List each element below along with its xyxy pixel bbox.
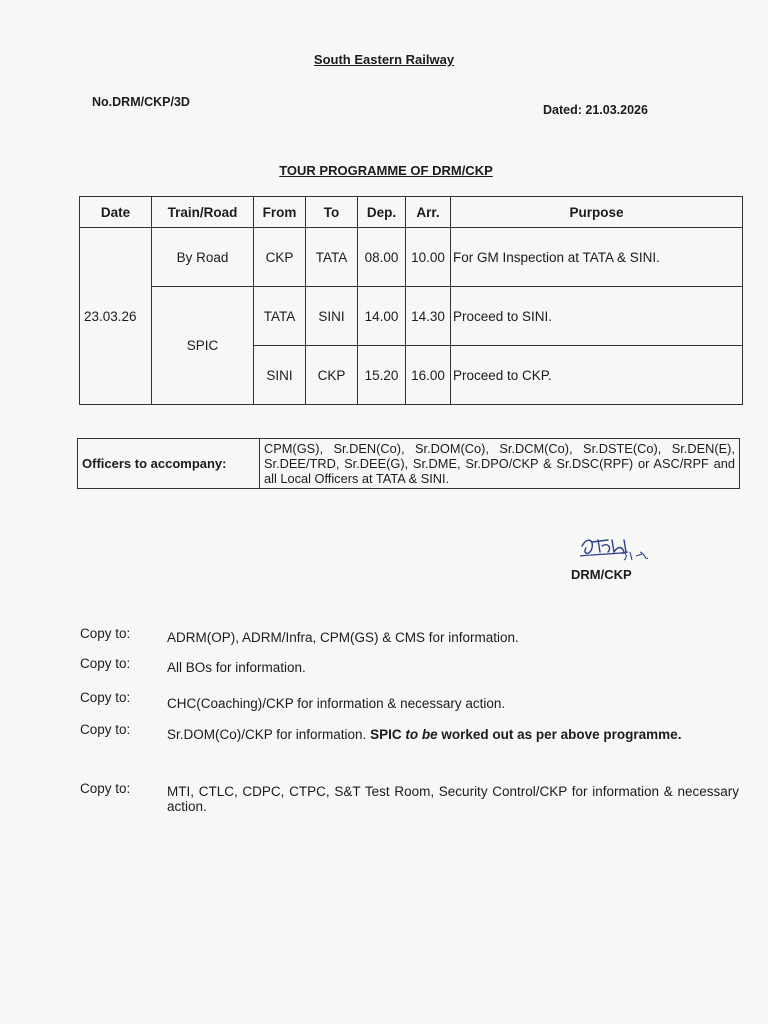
from-cell: TATA <box>254 287 306 346</box>
copy-label: Copy to: <box>80 626 131 641</box>
table-header-row <box>80 197 743 228</box>
copy-text: ADRM(OP), ADRM/Infra, CPM(GS) & CMS for information. <box>167 630 519 645</box>
dep-cell: 14.00 <box>358 287 406 346</box>
mode-cell: SPIC <box>152 287 254 405</box>
dep-cell: 08.00 <box>358 228 406 287</box>
arr-cell: 16.00 <box>406 346 451 405</box>
from-cell: SINI <box>254 346 306 405</box>
table-row <box>78 439 740 489</box>
officers-table <box>77 438 740 489</box>
copy-label: Copy to: <box>80 656 131 671</box>
officers-list: CPM(GS), Sr.DEN(Co), Sr.DOM(Co), Sr.DCM(Co), Sr.DSTE(Co), Sr.DEN(E), Sr.DEE/TRD, Sr.DEE(G), Sr.DME, Sr.DPO/CKP & Sr.DSC(RPF) or ASC/RPF and all Local Officers at TATA & SINI. <box>260 439 740 489</box>
purpose-cell: For GM Inspection at TATA & SINI. <box>451 228 743 287</box>
column-header: Arr. <box>406 197 451 228</box>
to-cell: SINI <box>306 287 358 346</box>
to-cell: TATA <box>306 228 358 287</box>
copy-text-bold: worked out as per above programme. <box>441 727 682 742</box>
officers-label: Officers to accompany: <box>78 439 260 489</box>
copy-text <box>167 723 739 746</box>
dep-cell: 15.20 <box>358 346 406 405</box>
copy-label: Copy to: <box>80 690 131 705</box>
column-header: Purpose <box>451 197 743 228</box>
table-row <box>80 228 743 287</box>
column-header: From <box>254 197 306 228</box>
tour-date-cell: 23.03.26 <box>80 228 152 405</box>
reference-number: No.DRM/CKP/3D <box>92 95 190 109</box>
document-date: Dated: 21.03.2026 <box>543 103 648 117</box>
copy-text-bold: SPIC <box>370 727 402 742</box>
column-header: Date <box>80 197 152 228</box>
copy-text: MTI, CTLC, CDPC, CTPC, S&T Test Room, Security Control/CKP for information & necessary action. <box>167 784 739 814</box>
copy-text-bold-italic: to be <box>405 727 438 742</box>
purpose-cell: Proceed to SINI. <box>451 287 743 346</box>
arr-cell: 14.30 <box>406 287 451 346</box>
tour-programme-table <box>79 196 743 405</box>
column-header: Dep. <box>358 197 406 228</box>
column-header: To <box>306 197 358 228</box>
copy-text: CHC(Coaching)/CKP for information & necessary action. <box>167 696 506 711</box>
signatory-designation: DRM/CKP <box>571 567 632 582</box>
document-title: TOUR PROGRAMME OF DRM/CKP <box>279 163 493 178</box>
copy-label: Copy to: <box>80 781 131 796</box>
to-cell: CKP <box>306 346 358 405</box>
column-header: Train/Road <box>152 197 254 228</box>
from-cell: CKP <box>254 228 306 287</box>
copy-text: All BOs for information. <box>167 660 306 675</box>
arr-cell: 10.00 <box>406 228 451 287</box>
copy-label: Copy to: <box>80 722 131 737</box>
organization-heading: South Eastern Railway <box>313 52 455 67</box>
table-row <box>80 287 743 346</box>
mode-cell: By Road <box>152 228 254 287</box>
signature-mark <box>578 528 668 568</box>
purpose-cell: Proceed to CKP. <box>451 346 743 405</box>
copy-text-plain: Sr.DOM(Co)/CKP for information. <box>167 727 367 742</box>
